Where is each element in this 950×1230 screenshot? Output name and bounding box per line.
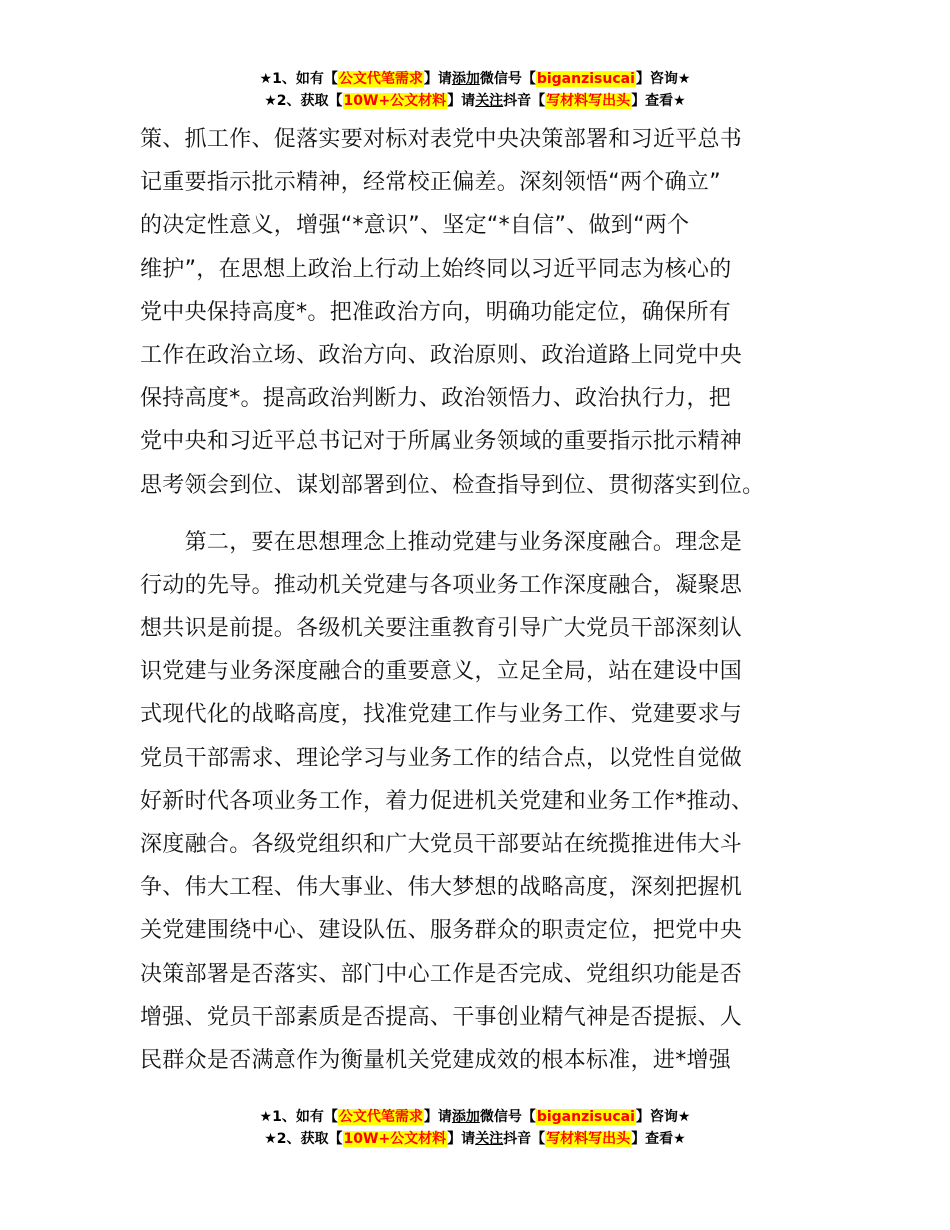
- banner-highlight: biganzisucai: [536, 71, 635, 87]
- banner-text: ★1、如有【: [259, 71, 338, 87]
- banner-underlined-text: 关注: [475, 93, 504, 109]
- banner-text: 】咨询★: [635, 1109, 691, 1125]
- banner-text: 】请: [447, 1131, 476, 1147]
- banner-highlight: biganzisucai: [536, 1109, 635, 1125]
- paragraph-1: [140, 118, 830, 507]
- banner-text: 】咨询★: [635, 71, 691, 87]
- text-line: 党中央和习近平总书记对于所属业务领域的重要指示批示精神: [140, 429, 743, 455]
- banner-highlight: 公文代笔需求: [338, 1109, 423, 1125]
- banner-highlight: 10W+公文材料: [343, 1131, 447, 1147]
- banner-underlined-text: 添加: [451, 1109, 480, 1125]
- text-line: 争、伟大工程、伟大事业、伟大梦想的战略高度，深刻把握机: [140, 875, 743, 901]
- banner-line-1: [0, 68, 950, 90]
- banner-text: ★2、获取【: [264, 1131, 343, 1147]
- text-line: 民群众是否满意作为衡量机关党建成效的根本标准，进*增强: [140, 1047, 732, 1073]
- banner-text: 微信号【: [479, 71, 536, 87]
- banner-highlight: 公文代笔需求: [338, 71, 423, 87]
- banner-text: 】查看★: [631, 1131, 686, 1147]
- banner-text: ★2、获取【: [264, 93, 343, 109]
- text-line: 想共识是前提。各级机关要注重教育引导广大党员干部深刻认: [140, 616, 743, 642]
- banner-text: 】请: [423, 1109, 452, 1125]
- text-line: 式现代化的战略高度，找准党建工作与业务工作、党建要求与: [140, 702, 743, 728]
- text-line: 思考领会到位、谋划部署到位、检查指导到位、贯彻落实到位。: [140, 472, 765, 498]
- text-line: 工作在政治立场、政治方向、政治原则、政治道路上同党中央: [140, 342, 743, 368]
- text-line: 保持高度*。提高政治判断力、政治领悟力、政治执行力，把: [140, 386, 732, 412]
- document-body: [140, 118, 830, 1082]
- banner-highlight: 写材料写出头: [546, 93, 631, 109]
- banner-text: 抖音【: [503, 93, 546, 109]
- banner-text: 】请: [423, 71, 452, 87]
- text-line: 维护”，在思想上政治上行动上始终同以习近平同志为核心的: [140, 256, 732, 282]
- banner-text: ★1、如有【: [259, 1109, 338, 1125]
- banner-highlight: 写材料写出头: [546, 1131, 631, 1147]
- text-line: 行动的先导。推动机关党建与各项业务工作深度融合，凝聚思: [140, 572, 743, 598]
- banner-highlight: 10W+公文材料: [343, 93, 447, 109]
- banner-line-1: [0, 1106, 950, 1128]
- paragraph-2: [140, 521, 830, 1082]
- banner-underlined-text: 添加: [451, 71, 480, 87]
- text-line: 决策部署是否落实、部门中心工作是否完成、党组织功能是否: [140, 961, 743, 987]
- text-line: 党中央保持高度*。把准政治方向，明确功能定位，确保所有: [140, 299, 732, 325]
- text-line: 识党建与业务深度融合的重要意义，立足全局，站在建设中国: [140, 659, 743, 685]
- text-line: 第二，要在思想理念上推动党建与业务深度融合。理念是: [140, 529, 743, 555]
- text-line: 深度融合。各级党组织和广大党员干部要站在统揽推进伟大斗: [140, 832, 743, 857]
- text-line: 党员干部需求、理论学习与业务工作的结合点，以党性自觉做: [140, 745, 743, 771]
- header-banner: [0, 68, 950, 112]
- banner-line-2: [0, 90, 950, 112]
- banner-text: 】查看★: [631, 93, 686, 109]
- text-line: 记重要指示批示精神，经常校正偏差。深刻领悟“两个确立”: [140, 170, 721, 196]
- text-line: 的决定性意义，增强“*意识”、坚定“*自信”、做到“两个: [140, 213, 690, 239]
- banner-text: 】请: [447, 93, 476, 109]
- banner-line-2: [0, 1128, 950, 1150]
- text-line: 增强、党员干部素质是否提高、干事创业精气神是否提振、人: [140, 1004, 743, 1030]
- banner-underlined-text: 关注: [475, 1131, 504, 1147]
- text-line: 关党建围绕中心、建设队伍、服务群众的职责定位，把党中央: [140, 918, 743, 944]
- footer-banner: [0, 1106, 950, 1150]
- paragraph-gap: [140, 507, 830, 521]
- banner-text: 抖音【: [503, 1131, 546, 1147]
- text-line: 好新时代各项业务工作，着力促进机关党建和业务工作*推动、: [140, 788, 754, 814]
- text-line: 策、抓工作、促落实要对标对表党中央决策部署和习近平总书: [140, 127, 743, 152]
- banner-text: 微信号【: [479, 1109, 536, 1125]
